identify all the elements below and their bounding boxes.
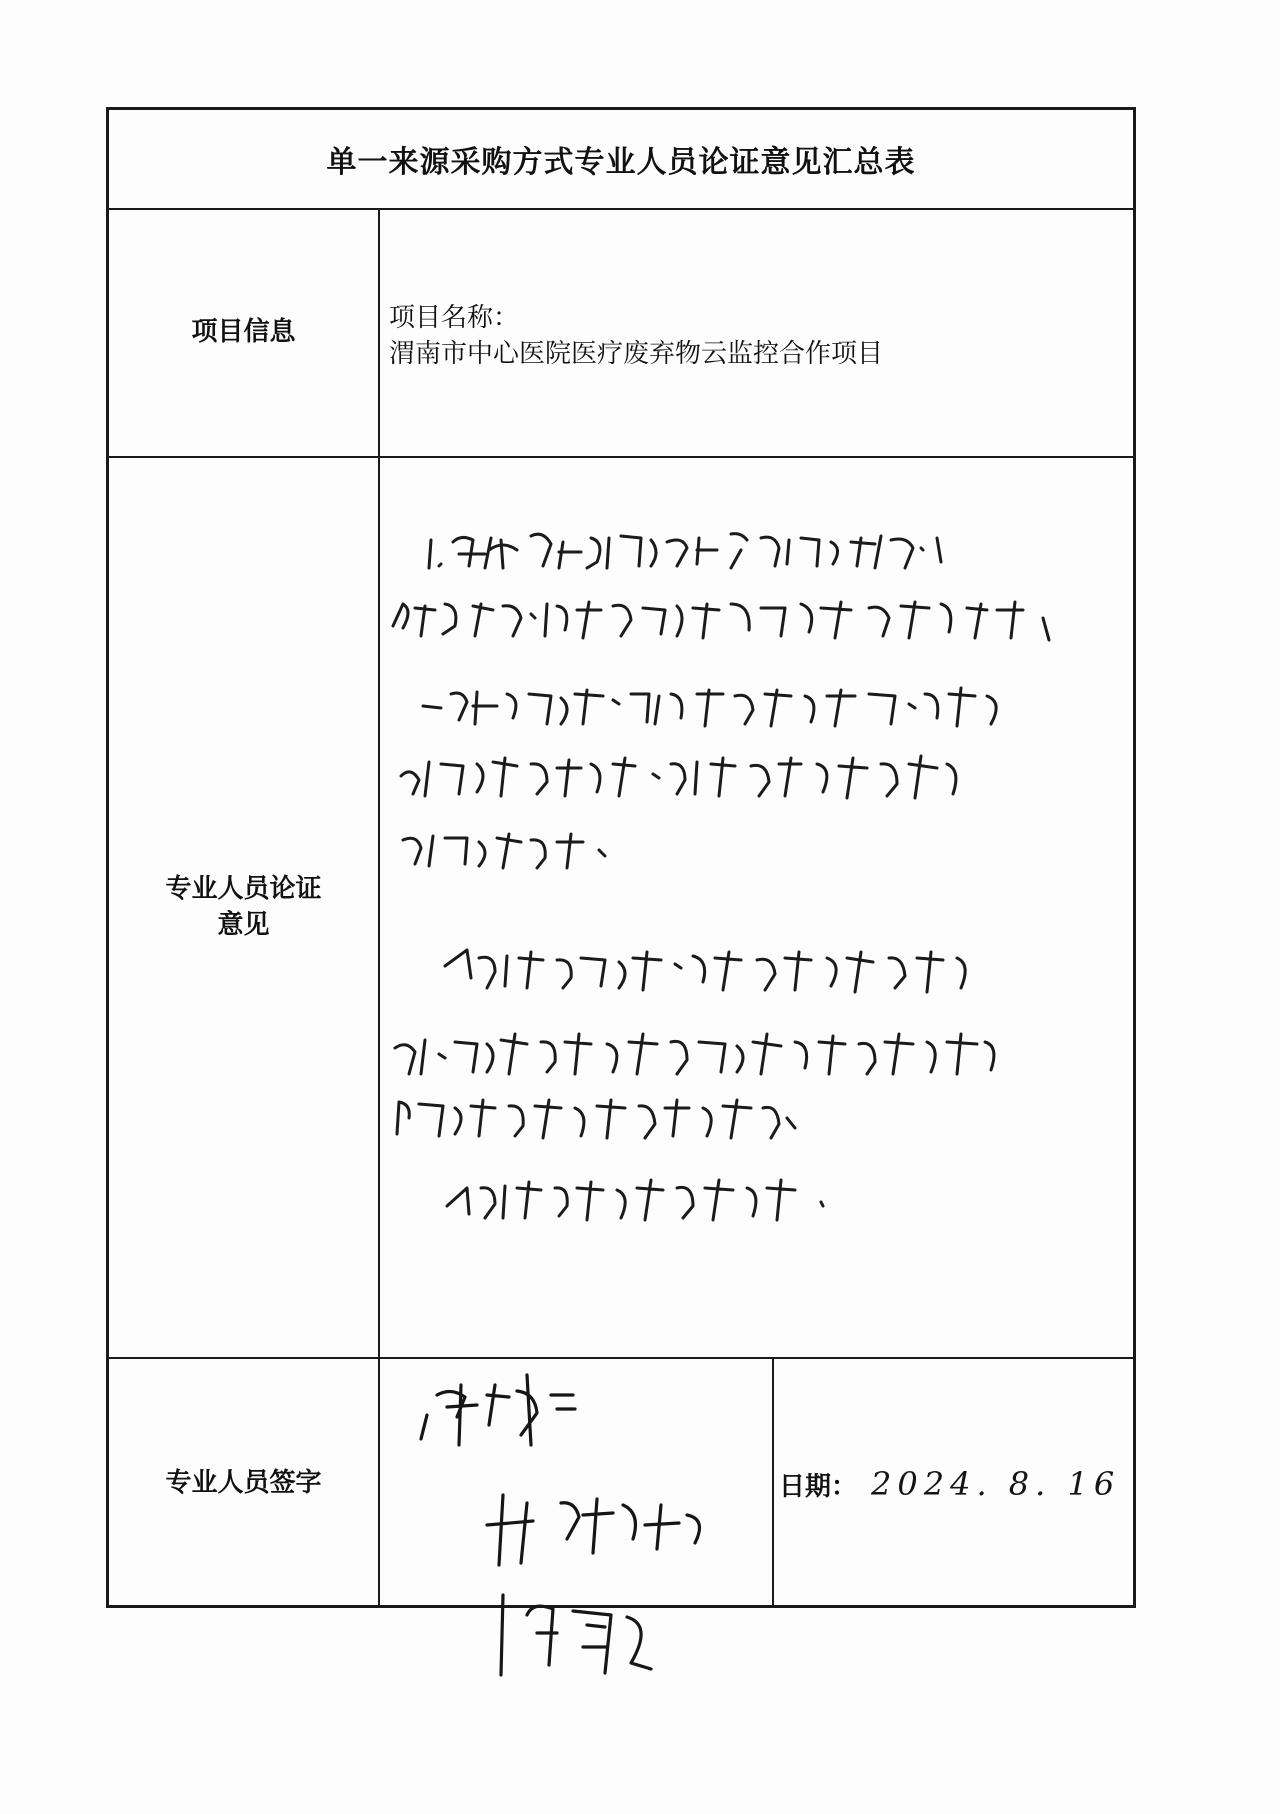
date-value: 2024. 8. 16	[871, 1465, 1121, 1503]
project-name-label: 项目名称：	[389, 303, 520, 333]
expert-opinion-label	[109, 456, 378, 1357]
summary-form-table	[106, 107, 1136, 1608]
signature-label-text: 专业人员签字	[165, 1467, 322, 1498]
project-name-value: 渭南市中心医院医疗废弃物云监控合作项目	[389, 339, 884, 369]
date-cell	[779, 1465, 1120, 1503]
expert-opinion-label-line2: 意见	[217, 909, 270, 940]
expert-signatures	[377, 1355, 777, 1715]
expert-signatures-drawing	[377, 1355, 777, 1715]
form-title: 单一来源采购方式专业人员论证意见汇总表	[326, 145, 916, 180]
project-info-label	[109, 208, 378, 456]
expert-opinion-label-line1: 专业人员论证	[165, 873, 322, 904]
project-info-content	[389, 300, 883, 372]
handwritten-opinion-drawing	[381, 458, 1136, 1458]
date-label: 日期：	[779, 1471, 858, 1502]
handwritten-opinion	[381, 458, 1136, 1458]
signature-label	[109, 1357, 378, 1608]
project-info-label-text: 项目信息	[191, 317, 296, 347]
